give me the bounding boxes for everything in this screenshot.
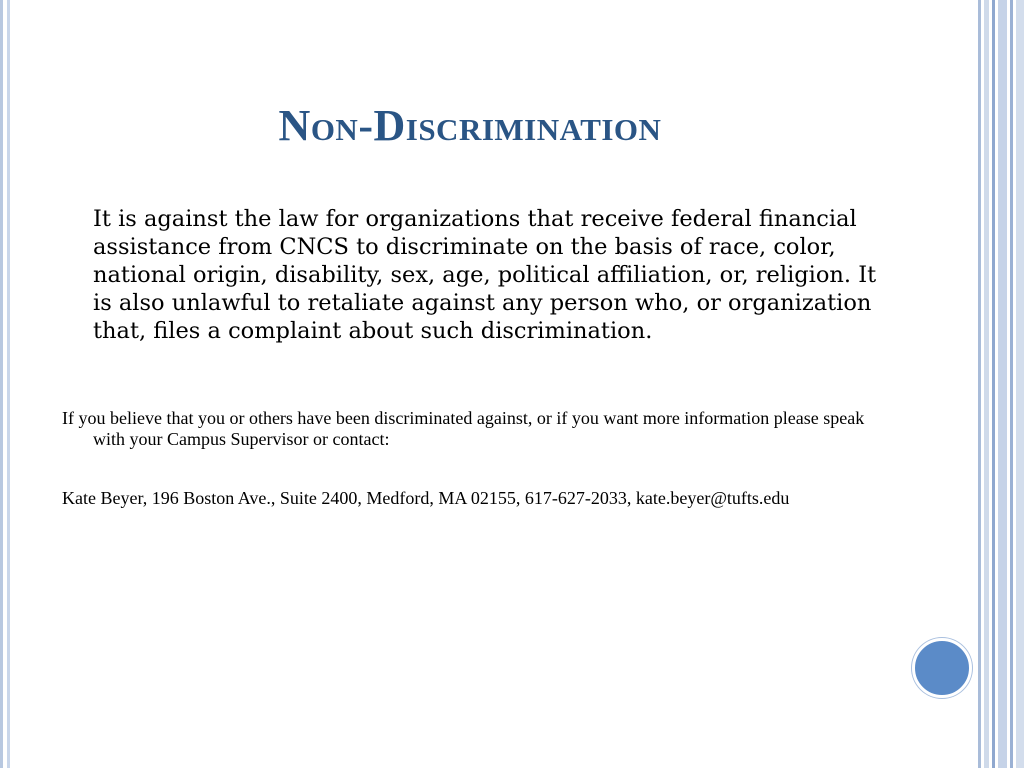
right-border-stripe bbox=[998, 0, 1007, 768]
right-border-stripe bbox=[978, 0, 981, 768]
right-border-stripe bbox=[992, 0, 995, 768]
right-border-stripe bbox=[1010, 0, 1013, 768]
decorative-circle-icon bbox=[912, 638, 972, 698]
contact-details-text: Kate Beyer, 196 Boston Ave., Suite 2400, Medford, MA 02155, 617-627-2033, kate.beyer@tufts.edu bbox=[62, 488, 790, 508]
right-border-stripe bbox=[984, 0, 989, 768]
contact-intro-text: If you believe that you or others have been discriminated against, or if you want more information please speak with your Campus Supervisor or contact: bbox=[62, 408, 865, 449]
slide-title: Non-Discrimination bbox=[278, 101, 662, 150]
right-border-stripe bbox=[1016, 0, 1024, 768]
body-text: It is against the law for organizations that receive federal financial assistance from CNCS to discriminate on the basis of race, color, national origin, disability, sex, age, political affiliation, or, religion. It is also unlawful to retaliate against any person who, or organization that, files a complaint about such discrimination. bbox=[93, 206, 877, 344]
